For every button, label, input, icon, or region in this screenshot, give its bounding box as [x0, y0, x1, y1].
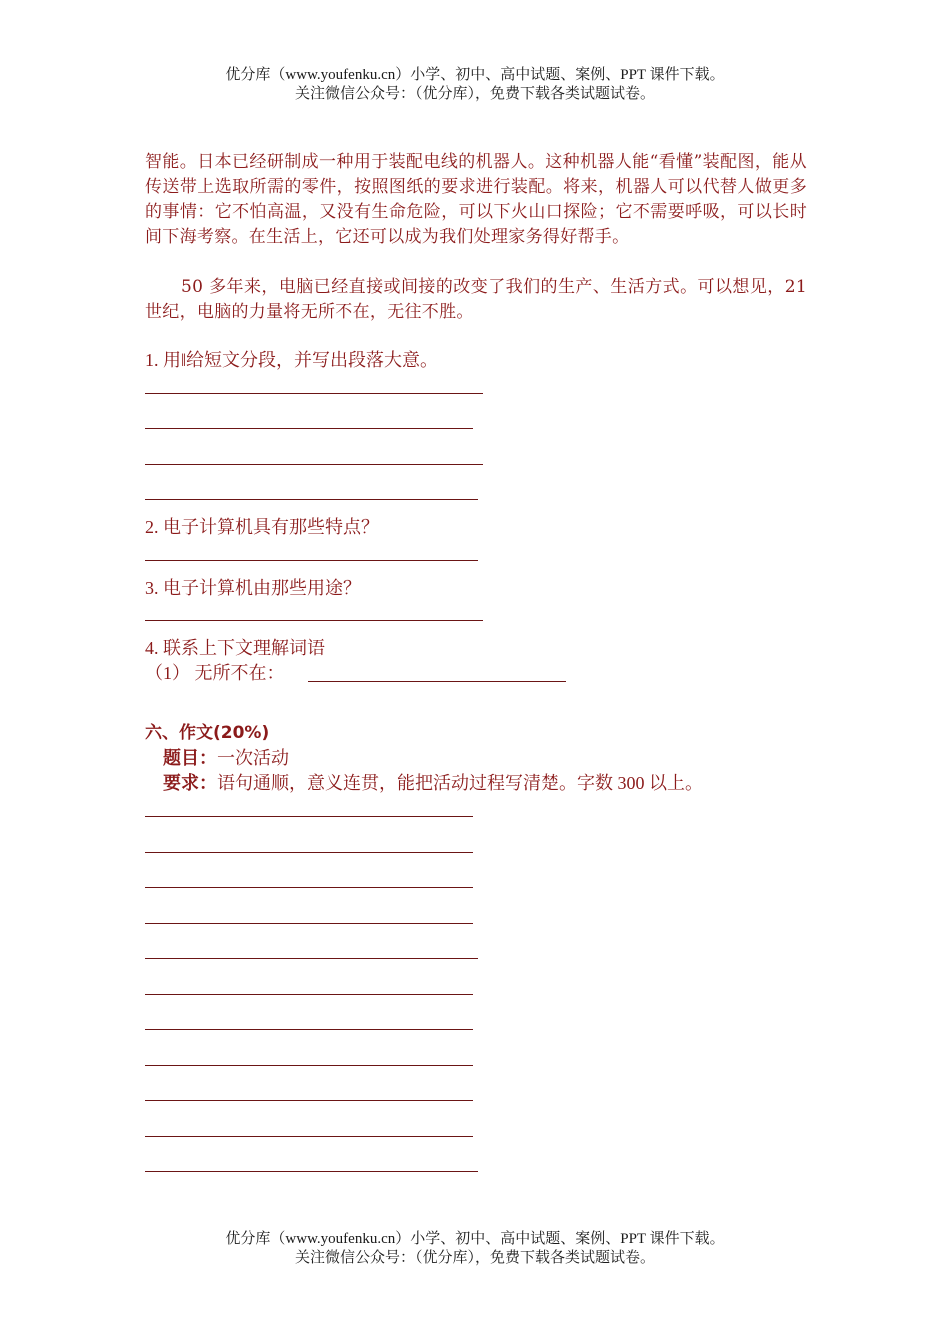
composition-line[interactable] — [145, 1065, 473, 1066]
composition-line[interactable] — [145, 958, 478, 959]
composition-heading: 六、作文(20%) — [145, 723, 270, 743]
answer-line[interactable] — [145, 620, 483, 621]
footer-line-1: 优分库（www.youfenku.cn）小学、初中、高中试题、案例、PPT 课件下载。 — [225, 1231, 725, 1247]
requirement-label: 要求： — [163, 773, 217, 793]
composition-topic — [163, 746, 289, 770]
header-line-2: 关注微信公众号：（优分库），免费下载各类试题试卷。 — [294, 86, 655, 102]
composition-line[interactable] — [145, 852, 473, 853]
footer-line-2: 关注微信公众号：（优分库），免费下载各类试题试卷。 — [294, 1250, 655, 1266]
composition-line[interactable] — [145, 1136, 473, 1137]
question-3: 3. 电子计算机由那些用途？ — [145, 578, 361, 598]
answer-line[interactable] — [308, 681, 566, 682]
answer-line[interactable] — [145, 428, 473, 429]
composition-requirement — [163, 771, 703, 795]
question-1: 1. 用‖给短文分段，并写出段落大意。 — [145, 350, 439, 370]
answer-line[interactable] — [145, 560, 478, 561]
question-4-1: （1） 无所不在： — [145, 663, 285, 683]
composition-line[interactable] — [145, 923, 473, 924]
composition-line[interactable] — [145, 887, 473, 888]
topic-text: 一次活动 — [217, 748, 289, 768]
answer-line[interactable] — [145, 464, 483, 465]
passage-paragraph-2: 50 多年来，电脑已经直接或间接的改变了我们的生产、生活方式。可以想见，21 世纪，电脑的力量将无所不在，无往不胜。 — [145, 277, 807, 322]
topic-label: 题目： — [163, 748, 217, 768]
composition-line[interactable] — [145, 994, 473, 995]
answer-line[interactable] — [145, 393, 483, 394]
answer-line[interactable] — [145, 499, 478, 500]
header-line-1: 优分库（www.youfenku.cn）小学、初中、高中试题、案例、PPT 课件下载。 — [225, 67, 725, 83]
composition-line[interactable] — [145, 1029, 473, 1030]
question-2: 2. 电子计算机具有那些特点？ — [145, 517, 379, 537]
requirement-text: 语句通顺，意义连贯，能把活动过程写清楚。字数 300 以上。 — [217, 773, 703, 793]
question-4: 4. 联系上下文理解词语 — [145, 638, 325, 658]
composition-line[interactable] — [145, 1171, 478, 1172]
passage-paragraph-1: 智能。日本已经研制成一种用于装配电线的机器人。这种机器人能“看懂”装配图，能从传送带上选取所需的零件，按照图纸的要求进行装配。将来，机器人可以代替人做更多的事情：它不怕高温，又没有生命危险，可以下火山口探险；它不需要呼吸，可以长时间下海考察。在生活上，它还可以成为我们处理家务得好帮手。 — [145, 152, 807, 247]
composition-line[interactable] — [145, 1100, 473, 1101]
composition-line[interactable] — [145, 816, 473, 817]
